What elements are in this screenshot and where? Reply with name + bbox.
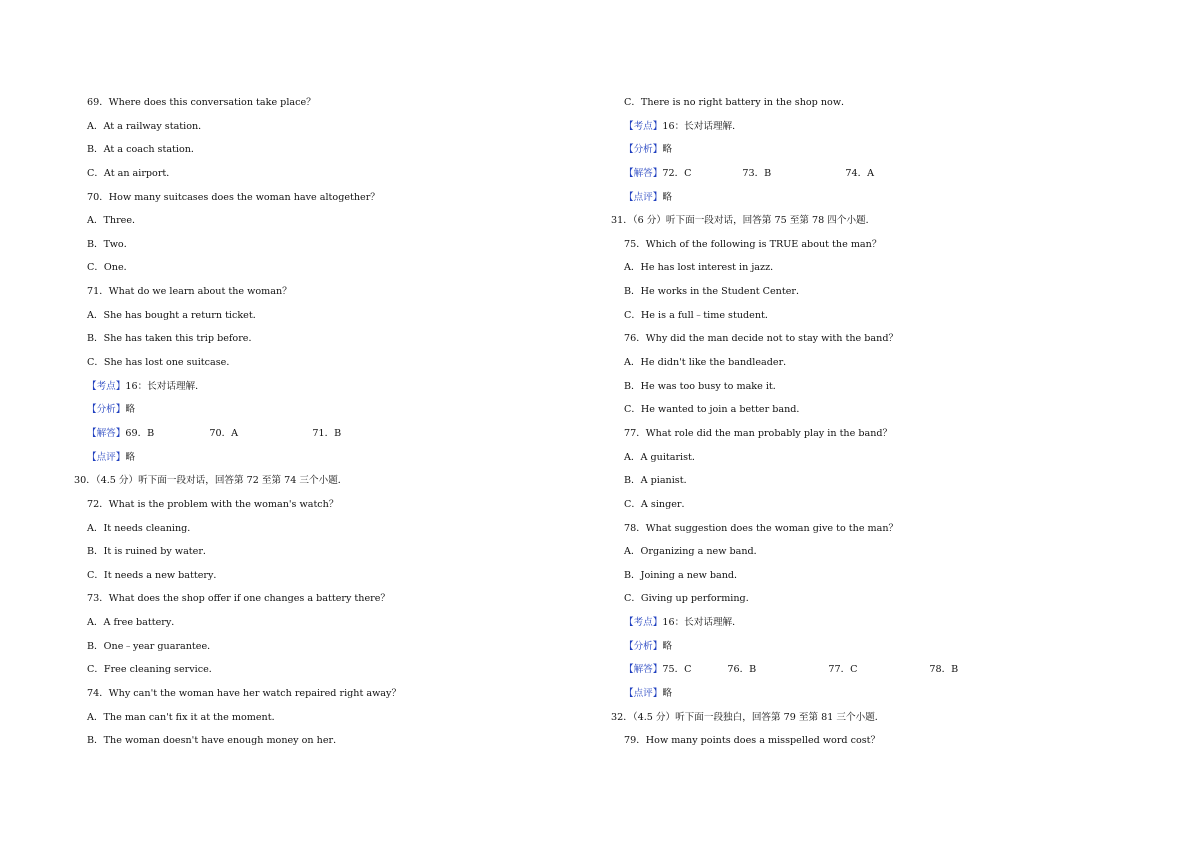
annotation-line bbox=[74, 448, 554, 472]
question-line bbox=[74, 188, 554, 212]
question-line bbox=[611, 306, 1091, 330]
line-text: A．She has bought a return ticket． bbox=[87, 309, 263, 321]
line-text: 32．（4.5 分）听下面一段独白，回答第 79 至第 81 三个小题． bbox=[611, 711, 885, 723]
answer-item: 70．A bbox=[209, 427, 239, 439]
annotation-line bbox=[611, 117, 1091, 141]
line-text: 77．What role did the man probably play in the band？ bbox=[624, 427, 893, 439]
answer-item: 71．B bbox=[312, 427, 342, 439]
annotation-line bbox=[611, 684, 1091, 708]
annotation-tag: 【解答】 bbox=[624, 664, 663, 676]
question-line bbox=[611, 329, 1091, 353]
question-line bbox=[611, 448, 1091, 472]
answer-item: 75．C bbox=[662, 664, 692, 676]
line-text: C．One． bbox=[87, 262, 134, 274]
annotation-tag: 【考点】 bbox=[87, 380, 126, 392]
annotation-line bbox=[611, 140, 1091, 164]
line-text: A．Three． bbox=[87, 215, 142, 227]
question-line bbox=[611, 566, 1091, 590]
question-line bbox=[74, 519, 554, 543]
question-line bbox=[611, 519, 1091, 543]
question-line bbox=[611, 258, 1091, 282]
question-line bbox=[611, 282, 1091, 306]
line-text: 78．What suggestion does the woman give to the man？ bbox=[624, 522, 899, 534]
question-line bbox=[74, 731, 554, 755]
line-text: 16：长对话理解． bbox=[662, 120, 742, 132]
line-text: 70．How many suitcases does the woman have altogether？ bbox=[87, 191, 380, 203]
line-text: 略 bbox=[125, 451, 135, 463]
line-text: 73．What does the shop offer if one changes a battery there？ bbox=[87, 593, 391, 605]
line-text: 略 bbox=[662, 688, 672, 700]
question-line bbox=[74, 660, 554, 684]
question-line bbox=[611, 495, 1091, 519]
answer-item: 69．B bbox=[125, 427, 155, 439]
line-text: C．A singer． bbox=[624, 498, 692, 510]
line-text: A．At a railway station． bbox=[87, 120, 208, 132]
right-column bbox=[611, 93, 1091, 755]
question-line bbox=[74, 329, 554, 353]
line-text: B．One﹣year guarantee． bbox=[87, 640, 217, 652]
answer-item: 76．B bbox=[727, 664, 757, 676]
line-text: C．Free cleaning service． bbox=[87, 664, 219, 676]
line-text: B．He works in the Student Center． bbox=[624, 286, 806, 298]
annotation-tag: 【分析】 bbox=[624, 144, 663, 156]
question-line bbox=[74, 282, 554, 306]
question-line bbox=[611, 400, 1091, 424]
question-line bbox=[74, 542, 554, 566]
question-line bbox=[611, 353, 1091, 377]
section-heading bbox=[611, 211, 1091, 235]
line-text: 71．What do we learn about the woman？ bbox=[87, 286, 292, 298]
line-text: 30．（4.5 分）听下面一段对话，回答第 72 至第 74 三个小题． bbox=[74, 475, 348, 487]
question-line bbox=[611, 542, 1091, 566]
annotation-line: 【解答】75．C 76．B 77．C 78．B bbox=[611, 660, 1091, 684]
answer-item: 72．C bbox=[662, 167, 692, 179]
line-text: C．She has lost one suitcase． bbox=[87, 357, 236, 369]
line-text: 略 bbox=[662, 191, 672, 203]
annotation-line: 【解答】72．C 73．B 74．A bbox=[611, 164, 1091, 188]
line-text: 16：长对话理解． bbox=[662, 617, 742, 629]
line-text: 72．What is the problem with the woman's watch？ bbox=[87, 498, 339, 510]
line-text: A．He has lost interest in jazz． bbox=[624, 262, 780, 274]
question-line bbox=[74, 684, 554, 708]
question-line bbox=[611, 471, 1091, 495]
line-text: B．A pianist． bbox=[624, 475, 694, 487]
annotation-line bbox=[74, 400, 554, 424]
line-text: B．Joining a new band． bbox=[624, 569, 744, 581]
line-text: A．The man can't fix it at the moment． bbox=[87, 711, 282, 723]
section-heading bbox=[611, 708, 1091, 732]
annotation-tag: 【点评】 bbox=[624, 191, 663, 203]
line-text: B．He was too busy to make it． bbox=[624, 380, 783, 392]
line-text: B．She has taken this trip before． bbox=[87, 333, 259, 345]
annotation-line bbox=[74, 424, 554, 448]
line-text: C．Giving up performing． bbox=[624, 593, 756, 605]
annotation-tag: 【考点】 bbox=[624, 617, 663, 629]
annotation-tag: 【解答】 bbox=[87, 427, 126, 439]
line-text: 16：长对话理解． bbox=[125, 380, 205, 392]
line-text: C．He wanted to join a better band． bbox=[624, 404, 806, 416]
question-line bbox=[74, 117, 554, 141]
question-line bbox=[74, 140, 554, 164]
line-text: A．It needs cleaning． bbox=[87, 522, 197, 534]
annotation-tag: 【分析】 bbox=[87, 404, 126, 416]
question-line bbox=[611, 93, 1091, 117]
question-line bbox=[611, 235, 1091, 259]
question-line bbox=[74, 258, 554, 282]
annotation-line bbox=[611, 613, 1091, 637]
annotation-line bbox=[611, 637, 1091, 661]
annotation-tag: 【点评】 bbox=[624, 688, 663, 700]
line-text: A．A guitarist． bbox=[624, 451, 702, 463]
question-line bbox=[74, 708, 554, 732]
question-line bbox=[74, 637, 554, 661]
annotation-tag: 【点评】 bbox=[87, 451, 126, 463]
question-line bbox=[74, 566, 554, 590]
line-text: 75．Which of the following is TRUE about the man？ bbox=[624, 238, 882, 250]
annotation-tag: 【考点】 bbox=[624, 120, 663, 132]
line-text: 79．How many points does a misspelled word cost？ bbox=[624, 735, 881, 747]
line-text: B．Two． bbox=[87, 238, 134, 250]
line-text: C．It needs a new battery． bbox=[87, 569, 224, 581]
line-text: B．The woman doesn't have enough money on her． bbox=[87, 735, 343, 747]
question-line bbox=[74, 495, 554, 519]
line-text: C．He is a full﹣time student． bbox=[624, 309, 775, 321]
question-line bbox=[611, 589, 1091, 613]
question-line bbox=[74, 93, 554, 117]
line-text: A．Organizing a new band． bbox=[624, 546, 764, 558]
question-line bbox=[74, 306, 554, 330]
line-text: B．It is ruined by water． bbox=[87, 546, 213, 558]
question-line bbox=[611, 424, 1091, 448]
question-line bbox=[74, 589, 554, 613]
question-line bbox=[611, 377, 1091, 401]
line-text: B．At a coach station． bbox=[87, 144, 201, 156]
question-line bbox=[611, 731, 1091, 755]
question-line bbox=[74, 613, 554, 637]
line-text: C．At an airport． bbox=[87, 167, 176, 179]
line-text: A．He didn't like the bandleader． bbox=[624, 357, 793, 369]
line-text: C．There is no right battery in the shop now． bbox=[624, 97, 851, 108]
line-text: 略 bbox=[662, 640, 672, 652]
question-line bbox=[74, 235, 554, 259]
line-text: A．A free battery． bbox=[87, 617, 181, 629]
annotation-line bbox=[74, 377, 554, 401]
question-line bbox=[74, 164, 554, 188]
line-text: 74．Why can't the woman have her watch repaired right away？ bbox=[87, 688, 402, 700]
left-column bbox=[74, 93, 554, 755]
line-text: 略 bbox=[125, 404, 135, 416]
line-text: 76．Why did the man decide not to stay with the band？ bbox=[624, 333, 899, 345]
annotation-tag: 【分析】 bbox=[624, 640, 663, 652]
annotation-line bbox=[611, 188, 1091, 212]
question-line bbox=[74, 353, 554, 377]
answer-item: 77．C bbox=[828, 664, 858, 676]
line-text: 略 bbox=[662, 144, 672, 156]
annotation-tag: 【解答】 bbox=[624, 167, 663, 179]
line-text: 69．Where does this conversation take place？ bbox=[87, 97, 316, 108]
answer-item: 73．B bbox=[742, 167, 772, 179]
question-line bbox=[74, 211, 554, 235]
line-text: 31．（6 分）听下面一段对话，回答第 75 至第 78 四个小题． bbox=[611, 215, 876, 227]
section-heading bbox=[74, 471, 554, 495]
